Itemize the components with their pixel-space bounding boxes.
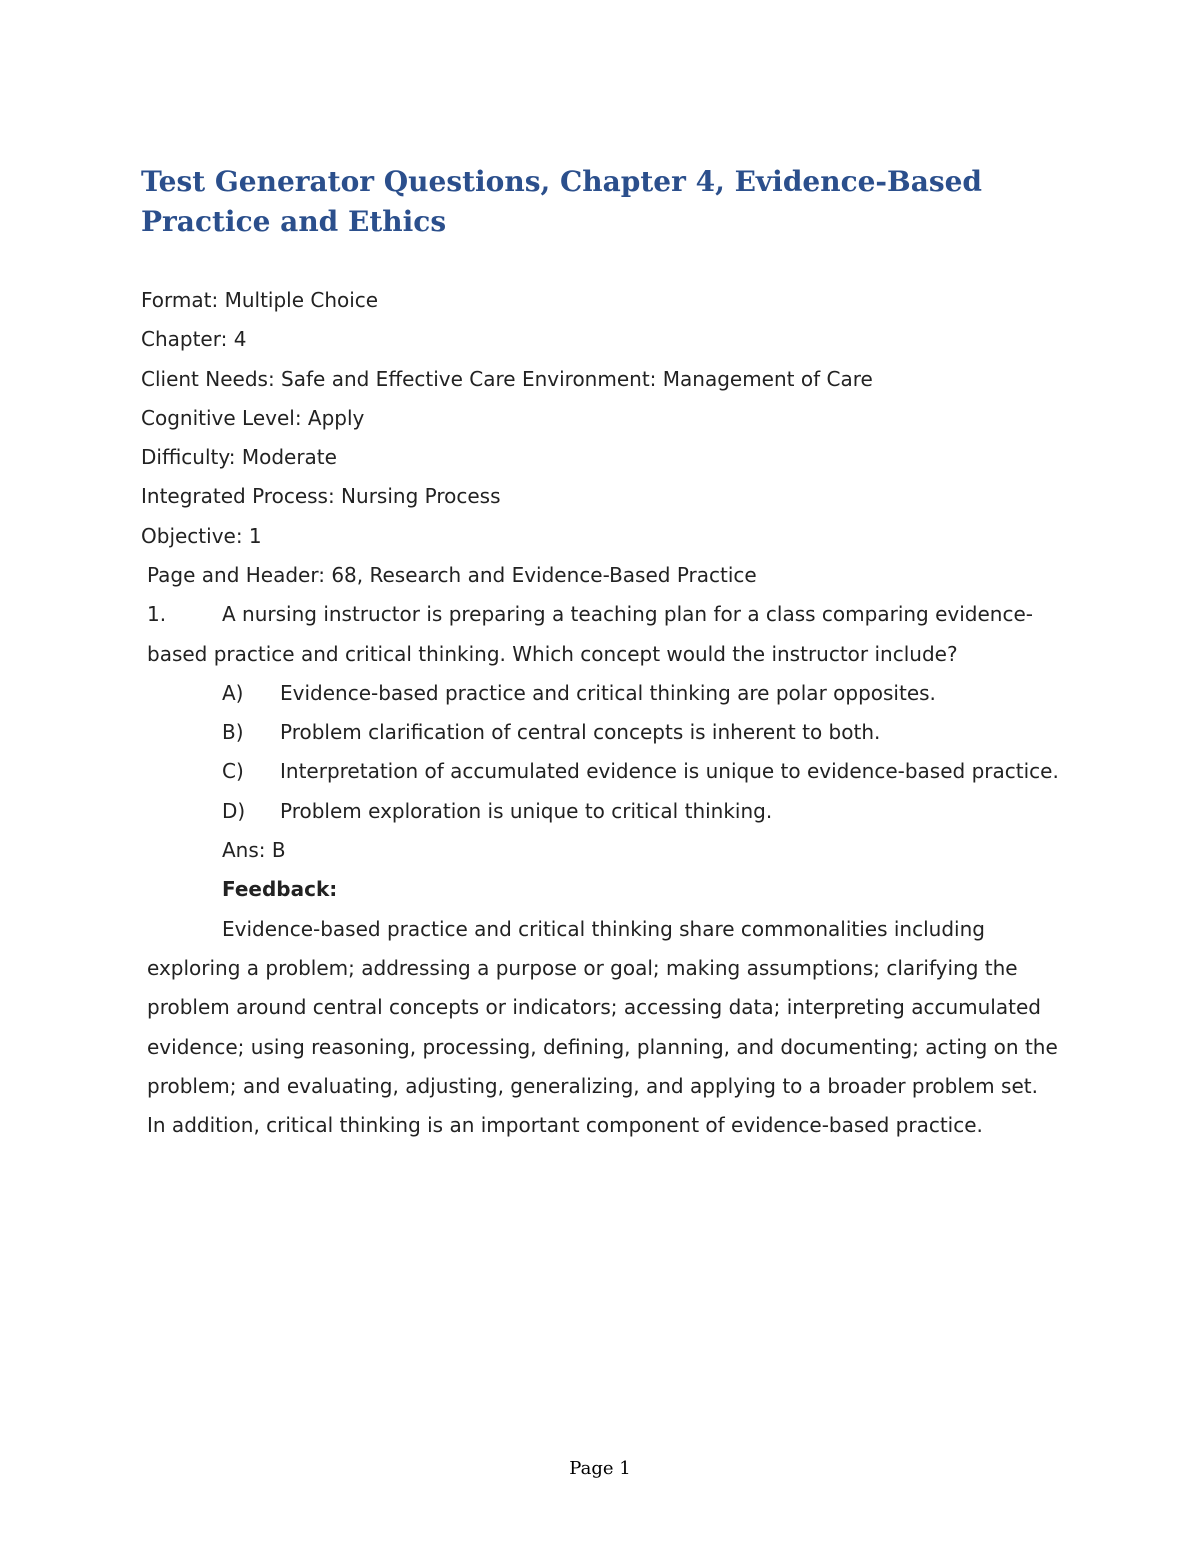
answer-choices bbox=[147, 674, 1067, 831]
meta-cognitive-level: Cognitive Level: Apply bbox=[141, 405, 365, 430]
choice-text: Problem clarification of central concepts is inherent to both. bbox=[280, 720, 881, 745]
question-stem-text: A nursing instructor is preparing a teaching plan for a class comparing evidence-based practice and critical thinking. Which concept would the instructor include? bbox=[147, 602, 1033, 666]
document-title: Test Generator Questions, Chapter 4, Evidence-Based Practice and Ethics bbox=[141, 165, 983, 238]
meta-format: Format: Multiple Choice bbox=[141, 288, 379, 312]
question-number: 1. bbox=[147, 602, 167, 627]
meta-objective: Objective: 1 bbox=[141, 523, 262, 548]
choice-letter: D) bbox=[222, 798, 246, 823]
choice-letter: B) bbox=[222, 720, 244, 745]
choice-d bbox=[222, 792, 1067, 831]
choice-c bbox=[222, 752, 1067, 791]
question-block bbox=[147, 556, 1067, 1145]
page-footer: Page 1 bbox=[569, 1458, 631, 1479]
question-stem bbox=[147, 595, 1067, 674]
choice-b bbox=[222, 713, 1067, 752]
feedback-label: Feedback: bbox=[222, 877, 338, 902]
answer-key: Ans: B bbox=[222, 838, 286, 863]
page-and-header: Page and Header: 68, Research and Evidence-Based Practice bbox=[147, 563, 757, 587]
choice-text: Evidence-based practice and critical thinking are polar opposites. bbox=[280, 680, 936, 705]
choice-text: Interpretation of accumulated evidence is unique to evidence-based practice. bbox=[280, 759, 1059, 784]
choice-a bbox=[222, 674, 1067, 713]
choice-text: Problem exploration is unique to critical thinking. bbox=[280, 798, 773, 823]
meta-difficulty: Difficulty: Moderate bbox=[141, 445, 337, 470]
meta-integrated-process: Integrated Process: Nursing Process bbox=[141, 484, 501, 509]
choice-letter: A) bbox=[222, 680, 244, 705]
feedback-text: Evidence-based practice and critical thinking share commonalities including exploring a problem; addressing a purpose or goal; making assumptions; clarifying the problem around central concepts or indicators; accessing data; interpreting accumulated evidence; using reasoning, processing, defining, planning, and documenting; acting on the problem; and evaluating, adjusting, generalizing, and applying to a broader problem set. In addition, critical thinking is an important component of evidence-based practice. bbox=[147, 916, 1058, 1138]
meta-chapter: Chapter: 4 bbox=[141, 327, 247, 352]
meta-client-needs: Client Needs: Safe and Effective Care Environment: Management of Care bbox=[141, 366, 873, 391]
choice-letter: C) bbox=[222, 759, 244, 784]
question-metadata bbox=[141, 281, 1091, 556]
